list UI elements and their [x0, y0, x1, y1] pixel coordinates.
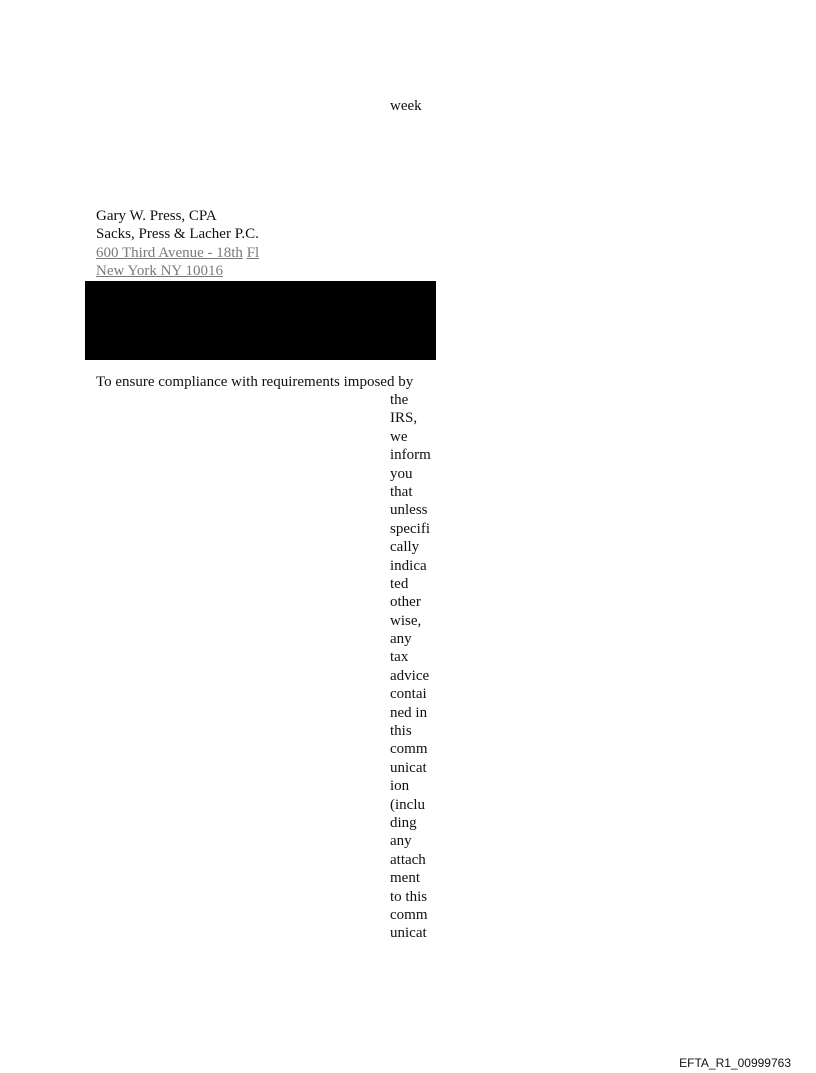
disclaimer-fragment: attach [390, 851, 426, 868]
signature-address-line-1 [96, 244, 259, 262]
disclaimer-fragment: comm [390, 741, 428, 758]
header-fragment: week [390, 98, 422, 114]
disclaimer-fragment: wise, [390, 612, 422, 629]
disclaimer-fragment: ned in [390, 704, 428, 721]
disclaimer-lead-text: To ensure compliance with requirements imposed by [96, 374, 414, 390]
disclaimer-fragment: specifi [390, 520, 430, 537]
disclaimer-fragment: the [390, 392, 409, 408]
address-link-street[interactable]: 600 Third Avenue - 18th [96, 244, 243, 261]
disclaimer-fragment: you [390, 465, 413, 482]
disclaimer-fragment: (inclu [390, 796, 425, 813]
disclaimer-fragment: indica [390, 557, 427, 574]
disclaimer-fragment: other [390, 594, 421, 611]
disclaimer-fragment: IRS, [390, 410, 418, 427]
address-link-city[interactable]: New York NY 10016 [96, 263, 223, 280]
disclaimer-fragment: to this [390, 888, 428, 905]
disclaimer-fragment: unicat [390, 759, 427, 776]
address-link-floor[interactable]: Fl [246, 244, 260, 261]
disclaimer-fragment: comm [390, 906, 428, 923]
disclaimer-fragment: any [390, 631, 412, 648]
disclaimer-fragment: ion [390, 778, 410, 795]
disclaimer-fragment: ding [390, 814, 417, 831]
disclaimer-fragment: advice [390, 667, 430, 684]
disclaimer-fragment: we [390, 428, 408, 445]
disclaimer-fragment: contai [390, 686, 427, 703]
disclaimer-fragment: any [390, 833, 412, 850]
disclaimer-fragment: ted [390, 575, 409, 592]
signature-name: Gary W. Press, CPA [96, 208, 217, 224]
disclaimer-fragment: this [390, 723, 412, 740]
signature-firm: Sacks, Press & Lacher P.C. [96, 226, 259, 243]
document-id-stamp: EFTA_R1_00999763 [679, 1056, 791, 1070]
disclaimer-fragment: unless [390, 502, 428, 519]
signature-address-line-2 [96, 262, 259, 280]
disclaimer-fragment: cally [390, 539, 420, 556]
email-signature-block [96, 207, 259, 281]
disclaimer-wrapped-column [390, 391, 431, 943]
disclaimer-fragment: inform [390, 447, 431, 464]
disclaimer-fragment: tax [390, 649, 409, 666]
disclaimer-fragment: unicat [390, 925, 427, 942]
disclaimer-fragment: that [390, 483, 413, 500]
disclaimer-fragment: ment [390, 870, 420, 887]
redaction-block [85, 281, 436, 360]
